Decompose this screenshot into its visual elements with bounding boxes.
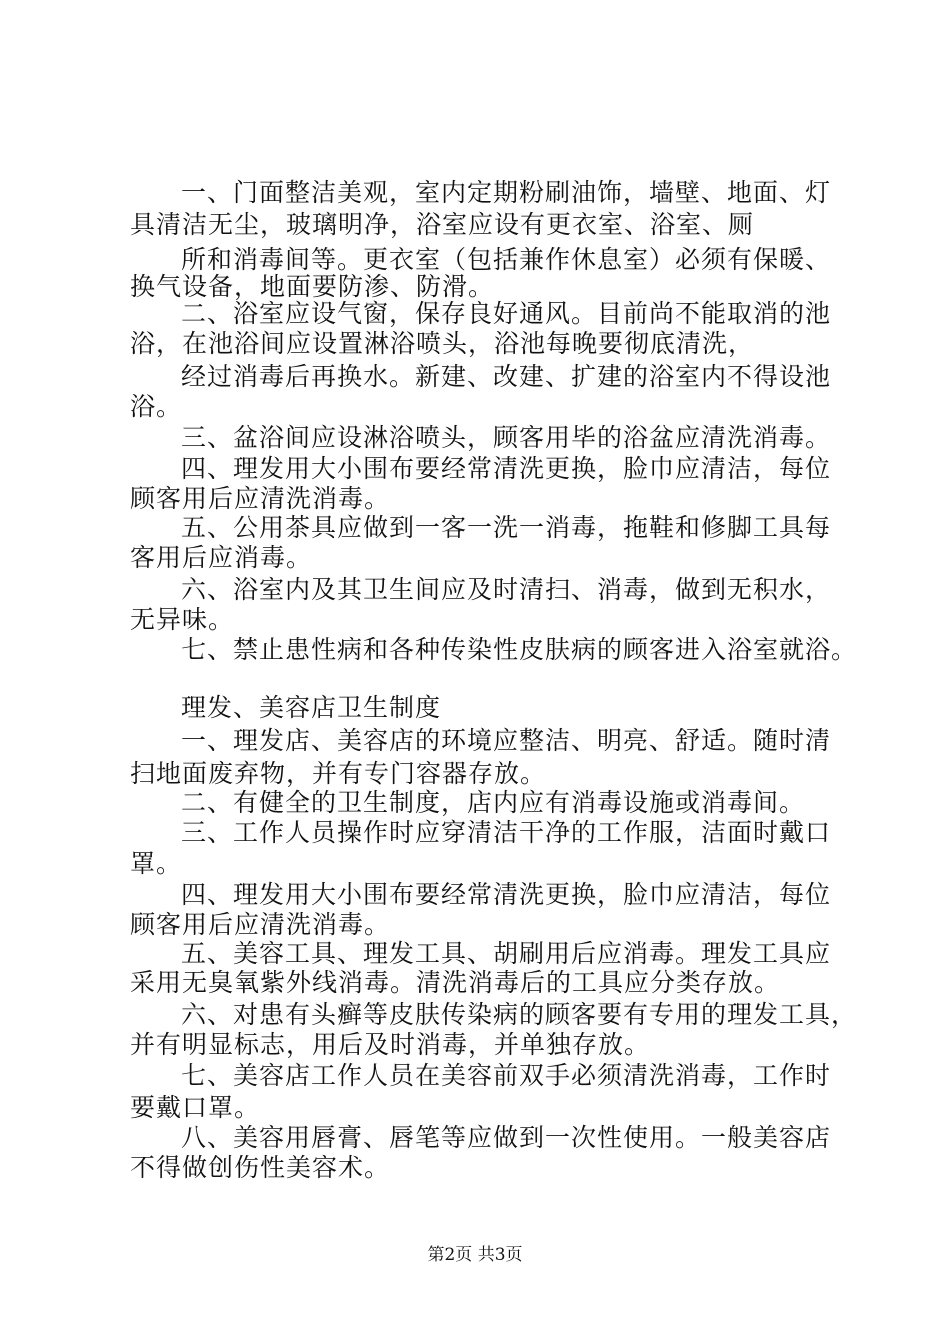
text-line: 二、有健全的卫生制度，店内应有消毒设施或消毒间。 — [181, 788, 806, 817]
text-line: 一、门面整洁美观，室内定期粉刷油饰，墙壁、地面、灯 — [181, 178, 832, 207]
text-line: 顾客用后应清洗消毒。 — [130, 910, 391, 939]
text-line: 要戴口罩。 — [130, 1093, 261, 1122]
text-line: 客用后应消毒。 — [130, 543, 313, 572]
text-line: 六、对患有头癣等皮肤传染病的顾客要有专用的理发工具， — [181, 1000, 858, 1029]
text-line: 六、浴室内及其卫生间应及时清扫、消毒，做到无积水， — [181, 575, 832, 604]
text-line: 八、美容用唇膏、唇笔等应做到一次性使用。一般美容店 — [181, 1123, 832, 1152]
text-line: 顾客用后应清洗消毒。 — [130, 484, 391, 513]
text-line: 五、美容工具、理发工具、胡刷用后应消毒。理发工具应 — [181, 939, 832, 968]
text-line: 一、理发店、美容店的环境应整洁、明亮、舒适。随时清 — [181, 726, 832, 755]
page-number-footer: 第2页 共3页 — [427, 1245, 523, 1265]
text-line: 浴，在池浴间应设置淋浴喷头，浴池每晚要彻底清洗， — [130, 329, 755, 358]
text-line: 七、禁止患性病和各种传染性皮肤病的顾客进入浴室就浴。 — [181, 635, 858, 664]
text-line: 无异味。 — [130, 605, 235, 634]
text-line: 七、美容店工作人员在美容前双手必须清洗消毒，工作时 — [181, 1061, 832, 1090]
text-line: 扫地面废弃物，并有专门容器存放。 — [130, 759, 547, 788]
text-line: 不得做创伤性美容术。 — [130, 1153, 391, 1182]
text-line: 三、盆浴间应设淋浴喷头，顾客用毕的浴盆应清洗消毒。 — [181, 423, 832, 452]
text-line: 所和消毒间等。更衣室（包括兼作休息室）必须有保暖、 — [181, 245, 832, 274]
text-line: 二、浴室应设气窗，保存良好通风。目前尚不能取消的池 — [181, 299, 832, 328]
text-line: 具清洁无尘，玻璃明净，浴室应设有更衣室、浴室、厕 — [130, 210, 755, 239]
text-line: 经过消毒后再换水。新建、改建、扩建的浴室内不得设池 — [181, 362, 832, 391]
text-line: 并有明显标志，用后及时消毒，并单独存放。 — [130, 1030, 651, 1059]
text-line: 四、理发用大小围布要经常清洗更换，脸巾应清洁，每位 — [181, 880, 832, 909]
text-line: 五、公用茶具应做到一客一洗一消毒，拖鞋和修脚工具每 — [181, 513, 832, 542]
text-line: 四、理发用大小围布要经常清洗更换，脸巾应清洁，每位 — [181, 454, 832, 483]
text-line: 换气设备，地面要防渗、防滑。 — [130, 272, 495, 301]
section-title: 理发、美容店卫生制度 — [181, 693, 442, 722]
text-line: 浴。 — [130, 392, 183, 421]
text-line: 三、工作人员操作时应穿清洁干净的工作服，洁面时戴口 — [181, 818, 832, 847]
text-line: 罩。 — [130, 849, 183, 878]
text-line: 采用无臭氧紫外线消毒。清洗消毒后的工具应分类存放。 — [130, 968, 781, 997]
